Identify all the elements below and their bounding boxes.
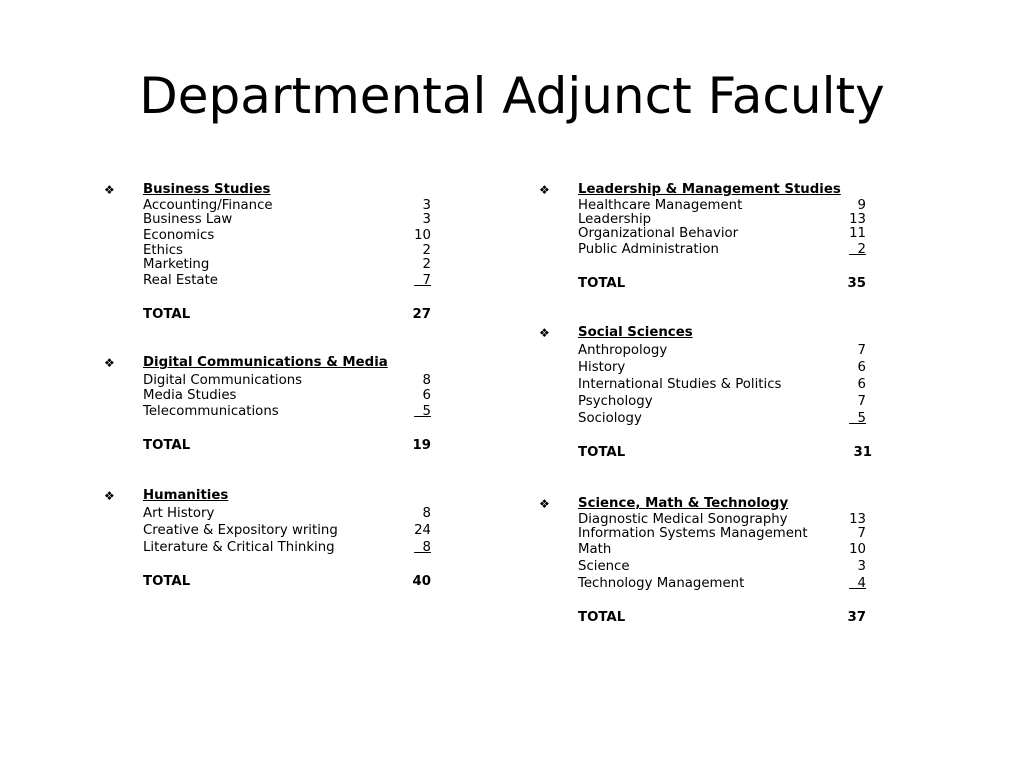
diamond-bullet-icon: ❖: [539, 326, 550, 340]
section-total: TOTAL 35: [578, 276, 866, 291]
list-item: Economics 10: [143, 228, 431, 243]
section-social-sciences: [539, 324, 879, 474]
section-heading: Science, Math & Technology: [578, 496, 789, 511]
list-item: Leadership 13: [578, 212, 866, 227]
page-title: Departmental Adjunct Faculty: [139, 67, 885, 125]
list-item: Marketing 2: [143, 257, 431, 272]
section-humanities: [104, 487, 444, 590]
list-item: Real Estate 7: [143, 273, 431, 288]
list-item: Math 10: [578, 542, 866, 557]
list-item: Technology Management 4: [578, 576, 866, 591]
list-item: Digital Communications 8: [143, 373, 431, 388]
list-item: Media Studies 6: [143, 388, 431, 403]
list-item: Accounting/Finance 3: [143, 198, 431, 213]
list-item: Public Administration 2: [578, 242, 866, 257]
diamond-bullet-icon: ❖: [539, 183, 550, 197]
list-item: Anthropology 7: [578, 343, 866, 358]
section-leadership-management-studies: [539, 181, 879, 311]
diamond-bullet-icon: ❖: [104, 183, 115, 197]
section-total: TOTAL 27: [143, 307, 431, 322]
list-item: Psychology 7: [578, 394, 866, 409]
section-heading: Leadership & Management Studies: [578, 182, 841, 197]
list-item: Information Systems Management 7: [578, 526, 866, 541]
list-item: Organizational Behavior 11: [578, 226, 866, 241]
section-total: TOTAL 19: [143, 438, 431, 453]
list-item: Healthcare Management 9: [578, 198, 866, 213]
section-total: TOTAL 40: [143, 574, 431, 589]
list-item: Art History 8: [143, 506, 431, 521]
section-total: TOTAL 37: [578, 610, 866, 625]
section-science-math-technology: [539, 495, 879, 626]
list-item: Sociology 5: [578, 411, 866, 426]
right-column: [539, 181, 879, 626]
section-heading: Social Sciences: [578, 325, 693, 340]
left-column: [104, 181, 444, 590]
section-heading: Humanities: [143, 488, 229, 503]
list-item: Creative & Expository writing 24: [143, 523, 431, 538]
section-heading: Business Studies: [143, 182, 271, 197]
section-business-studies: [104, 181, 444, 331]
list-item: Literature & Critical Thinking 8: [143, 540, 431, 555]
diamond-bullet-icon: ❖: [104, 356, 115, 370]
section-digital-communications-media: [104, 354, 444, 470]
diamond-bullet-icon: ❖: [104, 489, 115, 503]
section-heading: Digital Communications & Media: [143, 355, 388, 370]
list-item: Business Law 3: [143, 212, 431, 227]
section-total: TOTAL 31: [578, 445, 872, 460]
list-item: Ethics 2: [143, 243, 431, 258]
list-item: Telecommunications 5: [143, 404, 431, 419]
diamond-bullet-icon: ❖: [539, 497, 550, 511]
list-item: History 6: [578, 360, 866, 375]
list-item: Science 3: [578, 559, 866, 574]
list-item: International Studies & Politics 6: [578, 377, 866, 392]
list-item: Diagnostic Medical Sonography 13: [578, 512, 866, 527]
